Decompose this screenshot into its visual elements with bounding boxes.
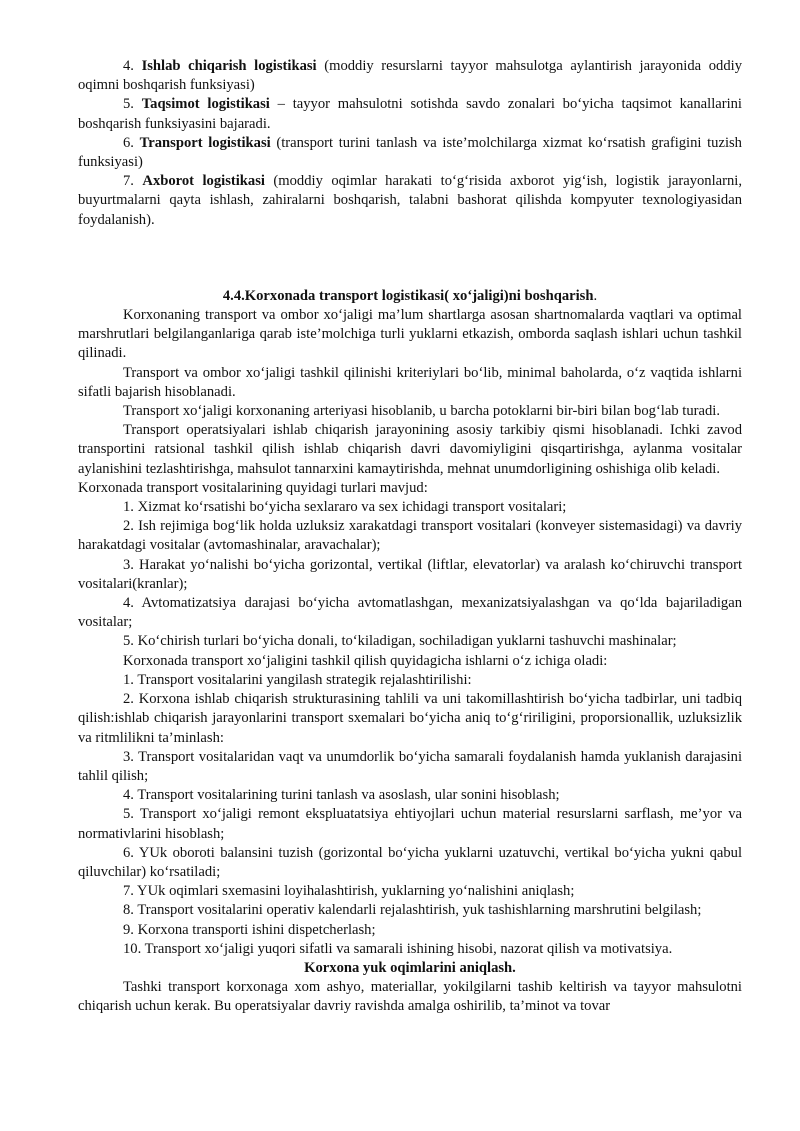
list-item: 1. Transport vositalarini yangilash strategik rejalashtirilishi: [123, 671, 472, 688]
subsection-title: Korxona yuk oqimlarini aniqlash. [304, 959, 516, 976]
list-item: 7. YUk oqimlari sxemasini loyihalashtirish, yuklarning yo‘nalishini aniqlash; [123, 883, 575, 900]
term-bold: Transport logistikasi [139, 134, 271, 151]
list-item: 4. Ishlab chiqarish logistikasi (moddiy resurslarni tayyor mahsulotga aylantirish jarayonida oddiy oqimni boshqarish funksiyasi) [78, 58, 742, 94]
list-item: 2. Ish rejimiga bog‘lik holda uzluksiz xarakatdagi transport vositalari (konveyer sistemasidagi) va davriy harakatdagi vositalar (avtomashinalar, aravachalar); [78, 518, 742, 554]
document-page [78, 57, 742, 1017]
list-item: 5. Transport xo‘jaligi remont ekspluatatsiya ehtiyojlari uchun material resurslarni sarflash, me’yor va normativlarini hisoblash; [78, 806, 742, 842]
term-bold: Axborot logistikasi [142, 173, 265, 190]
list-item: 6. Transport logistikasi (transport turini tanlash va iste’molchilarga xizmat ko‘rsatish grafigini tuzish funksiyasi) [78, 134, 742, 171]
list-item: 10. Transport xo‘jaligi yuqori sifatli va samarali ishining hisobi, nazorat qilish va motivatsiya. [123, 940, 673, 957]
paragraph: Transport operatsiyalari ishlab chiqarish jarayonining asosiy tarkibiy qismi hisoblanadi. Ichki zavod transportini ratsional tashkil qilish ishlab chiqarish davri davomiyligini qisqartirishga, aylanma vositalar aylanishini tezlashtirishga, mahsulot tannarxini kamaytirishda, mehnat unumdorligining oshishiga olib keladi. [78, 422, 742, 477]
list-item: 5. Taqsimot logistikasi – tayyor mahsulotni sotishda savdo zonalari bo‘yicha taqsimot kanallarini boshqarish funksiyasini bajaradi. [78, 96, 742, 132]
list-item: 1. Xizmat ko‘rsatishi bo‘yicha sexlararo va sex ichidagi transport vositalari; [123, 499, 567, 516]
paragraph: Korxonaning transport va ombor xo‘jaligi ma’lum shartlarga asosan shartnomalarda vaqtlari va optimal marshrutlari belgilanganlariga qarab iste’molchiga turli yuklarni etkazish, omborda saqlash ishlari uchun tashkil qilinadi. [78, 307, 742, 362]
list-item: 3. Transport vositalaridan vaqt va unumdorlik bo‘yicha samarali foydalanish hamda yuklanish darajasini tahlil qilish; [78, 748, 742, 784]
list-item: 6. YUk oboroti balansini tuzish (gorizontal bo‘yicha yuklarni uzatuvchi, vertikal bo‘yicha yukni qabul qiluvchilar) ko‘rsatiladi; [78, 844, 742, 880]
work-intro: Korxonada transport xo‘jaligini tashkil qilish quyidagicha ishlarni o‘z ichiga oladi: [123, 652, 608, 669]
paragraph: Transport va ombor xo‘jaligi tashkil qilinishi kriteriylari bo‘lib, minimal baholarda, o‘z vaqtida ishlarni sifatli bajarish hisoblanadi. [78, 364, 742, 400]
section-title: 4.4.Korxonada transport logistikasi( xo‘jaligi)ni boshqarish. [222, 287, 598, 304]
list-item: 4. Avtomatizatsiya darajasi bo‘yicha avtomatlashgan, mexanizatsiyalashgan va qo‘lda bajariladigan vositalar; [78, 595, 742, 631]
term-bold: Ishlab chiqarish logistikasi [141, 58, 317, 74]
section-spacer [78, 230, 742, 287]
list-item: 9. Korxona transporti ishini dispetcherlash; [123, 921, 376, 938]
list-item: 4. Transport vositalarining turini tanlash va asoslash, ular sonini hisoblash; [123, 787, 560, 804]
term-bold: Taqsimot logistikasi [141, 96, 270, 113]
paragraph: Transport xo‘jaligi korxonaning arteriyasi hisoblanib, u barcha potoklarni bir-biri bilan bog‘lab turadi. [123, 403, 720, 420]
list-item: 5. Ko‘chirish turlari bo‘yicha donali, to‘kiladigan, sochiladigan yuklarni tashuvchi mashinalar; [123, 633, 677, 650]
list-item: 8. Transport vositalarini operativ kalendarli rejalashtirish, yuk tashishlarning marshrutini belgilash; [123, 902, 702, 919]
list-item: 7. Axborot logistikasi (moddiy oqimlar harakati to‘g‘risida axborot yig‘ish, logistik jarayonlarni, buyurtmalarni qayta ishlash, zahiralarni boshqarish, talabni bashorat qilishda kompyuter texnologiyasidan foydalanish). [78, 173, 742, 228]
paragraph: Tashki transport korxonaga xom ashyo, materiallar, yokilgilarni tashib keltirish va tayyor mahsulotni chiqarish uchun kerak. Bu operatsiyalar davriy ravishda amalga oshirilib, ta’minot va tovar [78, 979, 742, 1015]
list-item: 2. Korxona ishlab chiqarish strukturasining tahlili va uni takomillashtirish bo‘yicha tadbirlar, uni tadbiq qilish:ishlab chiqarish jarayonlarini transport sxemalari bo‘yicha aniq to‘g‘ririligini, proporsionallik, uzluksizlik va ritmlilikni ta’minlash: [78, 691, 742, 746]
types-intro: Korxonada transport vositalarining quyidagi turlari mavjud: [78, 479, 428, 496]
list-item: 3. Harakat yo‘nalishi bo‘yicha gorizontal, vertikal (liftlar, elevatorlar) va aralash ko‘chiruvchi transport vositalari(kranlar); [78, 556, 742, 592]
